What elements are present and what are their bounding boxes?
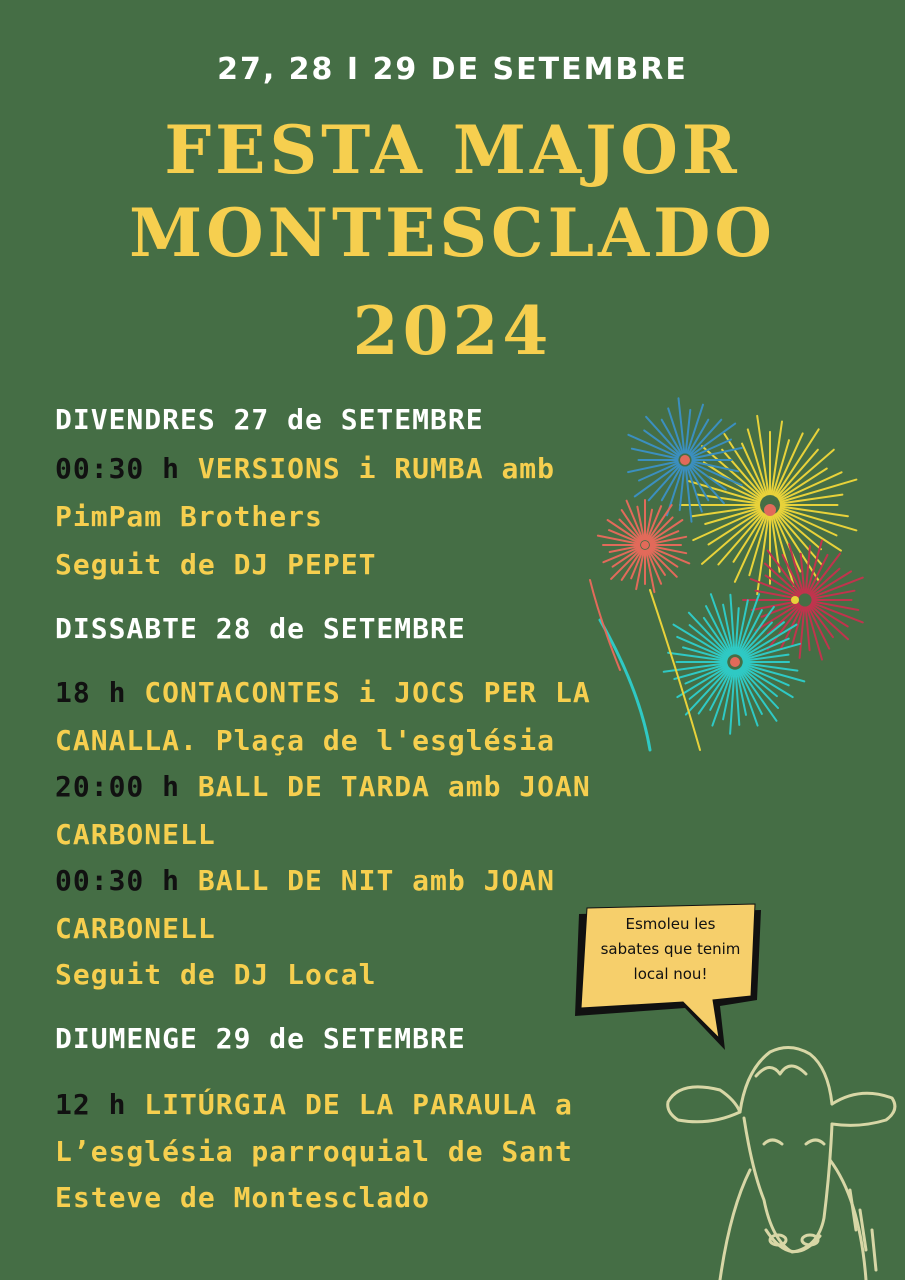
event-line: CANALLA. Plaça de l'església (55, 724, 556, 757)
event-line (55, 770, 591, 803)
bubble-line: local nou! (633, 965, 708, 983)
event-line (55, 676, 591, 709)
event-line: Seguit de DJ PEPET (55, 548, 377, 581)
firework-ray (741, 623, 772, 656)
event-text: LITÚRGIA DE LA PARAULA a (144, 1088, 573, 1121)
event-time: 12 h (55, 1088, 127, 1121)
event-time: 18 h (55, 676, 127, 709)
firework-ray (718, 513, 763, 564)
speech-bubble-text (588, 912, 753, 987)
bubble-line: Esmoleu les (625, 915, 716, 933)
day-heading-friday: DIVENDRES 27 de SETEMBRE (55, 403, 484, 436)
event-text: BALL DE NIT amb JOAN (197, 864, 556, 897)
bubble-line: sabates que tenim (600, 940, 741, 958)
event-line: Esteve de Montesclado (55, 1181, 431, 1214)
event-line: PimPam Brothers (55, 500, 323, 533)
day-heading-saturday: DISSABTE 28 de SETEMBRE (55, 612, 466, 645)
firework-ray (689, 613, 729, 656)
event-line (55, 864, 555, 897)
event-text: BALL DE TARDA amb JOAN (197, 770, 591, 803)
cow-head-icon (660, 1040, 905, 1280)
event-line (55, 1088, 573, 1121)
event-line (55, 452, 555, 485)
title-line-2: MONTESCLADO (129, 194, 776, 272)
fireworks-icon (580, 390, 880, 760)
firework-ray (807, 607, 822, 659)
event-line: CARBONELL (55, 912, 216, 945)
title-year: 2024 (352, 292, 553, 370)
event-time: 00:30 h (55, 864, 181, 897)
firework-ray (741, 668, 778, 708)
event-time: 00:30 h (55, 452, 181, 485)
firework-ray (686, 668, 729, 714)
event-time: 20:00 h (55, 770, 181, 803)
event-dates: 27, 28 I 29 DE SETEMBRE (217, 52, 688, 87)
title-line-1: FESTA MAJOR (164, 111, 741, 189)
day-heading-sunday: DIUMENGE 29 de SETEMBRE (55, 1022, 466, 1055)
event-text: VERSIONS i RUMBA amb (197, 452, 556, 485)
firework-ray (778, 450, 834, 498)
event-line: Seguit de DJ Local (55, 958, 377, 991)
event-text: CONTACONTES i JOCS PER LA (144, 676, 591, 709)
event-line: L’església parroquial de Sant (55, 1135, 573, 1168)
event-line: CARBONELL (55, 818, 216, 851)
firework-ray (702, 512, 762, 564)
